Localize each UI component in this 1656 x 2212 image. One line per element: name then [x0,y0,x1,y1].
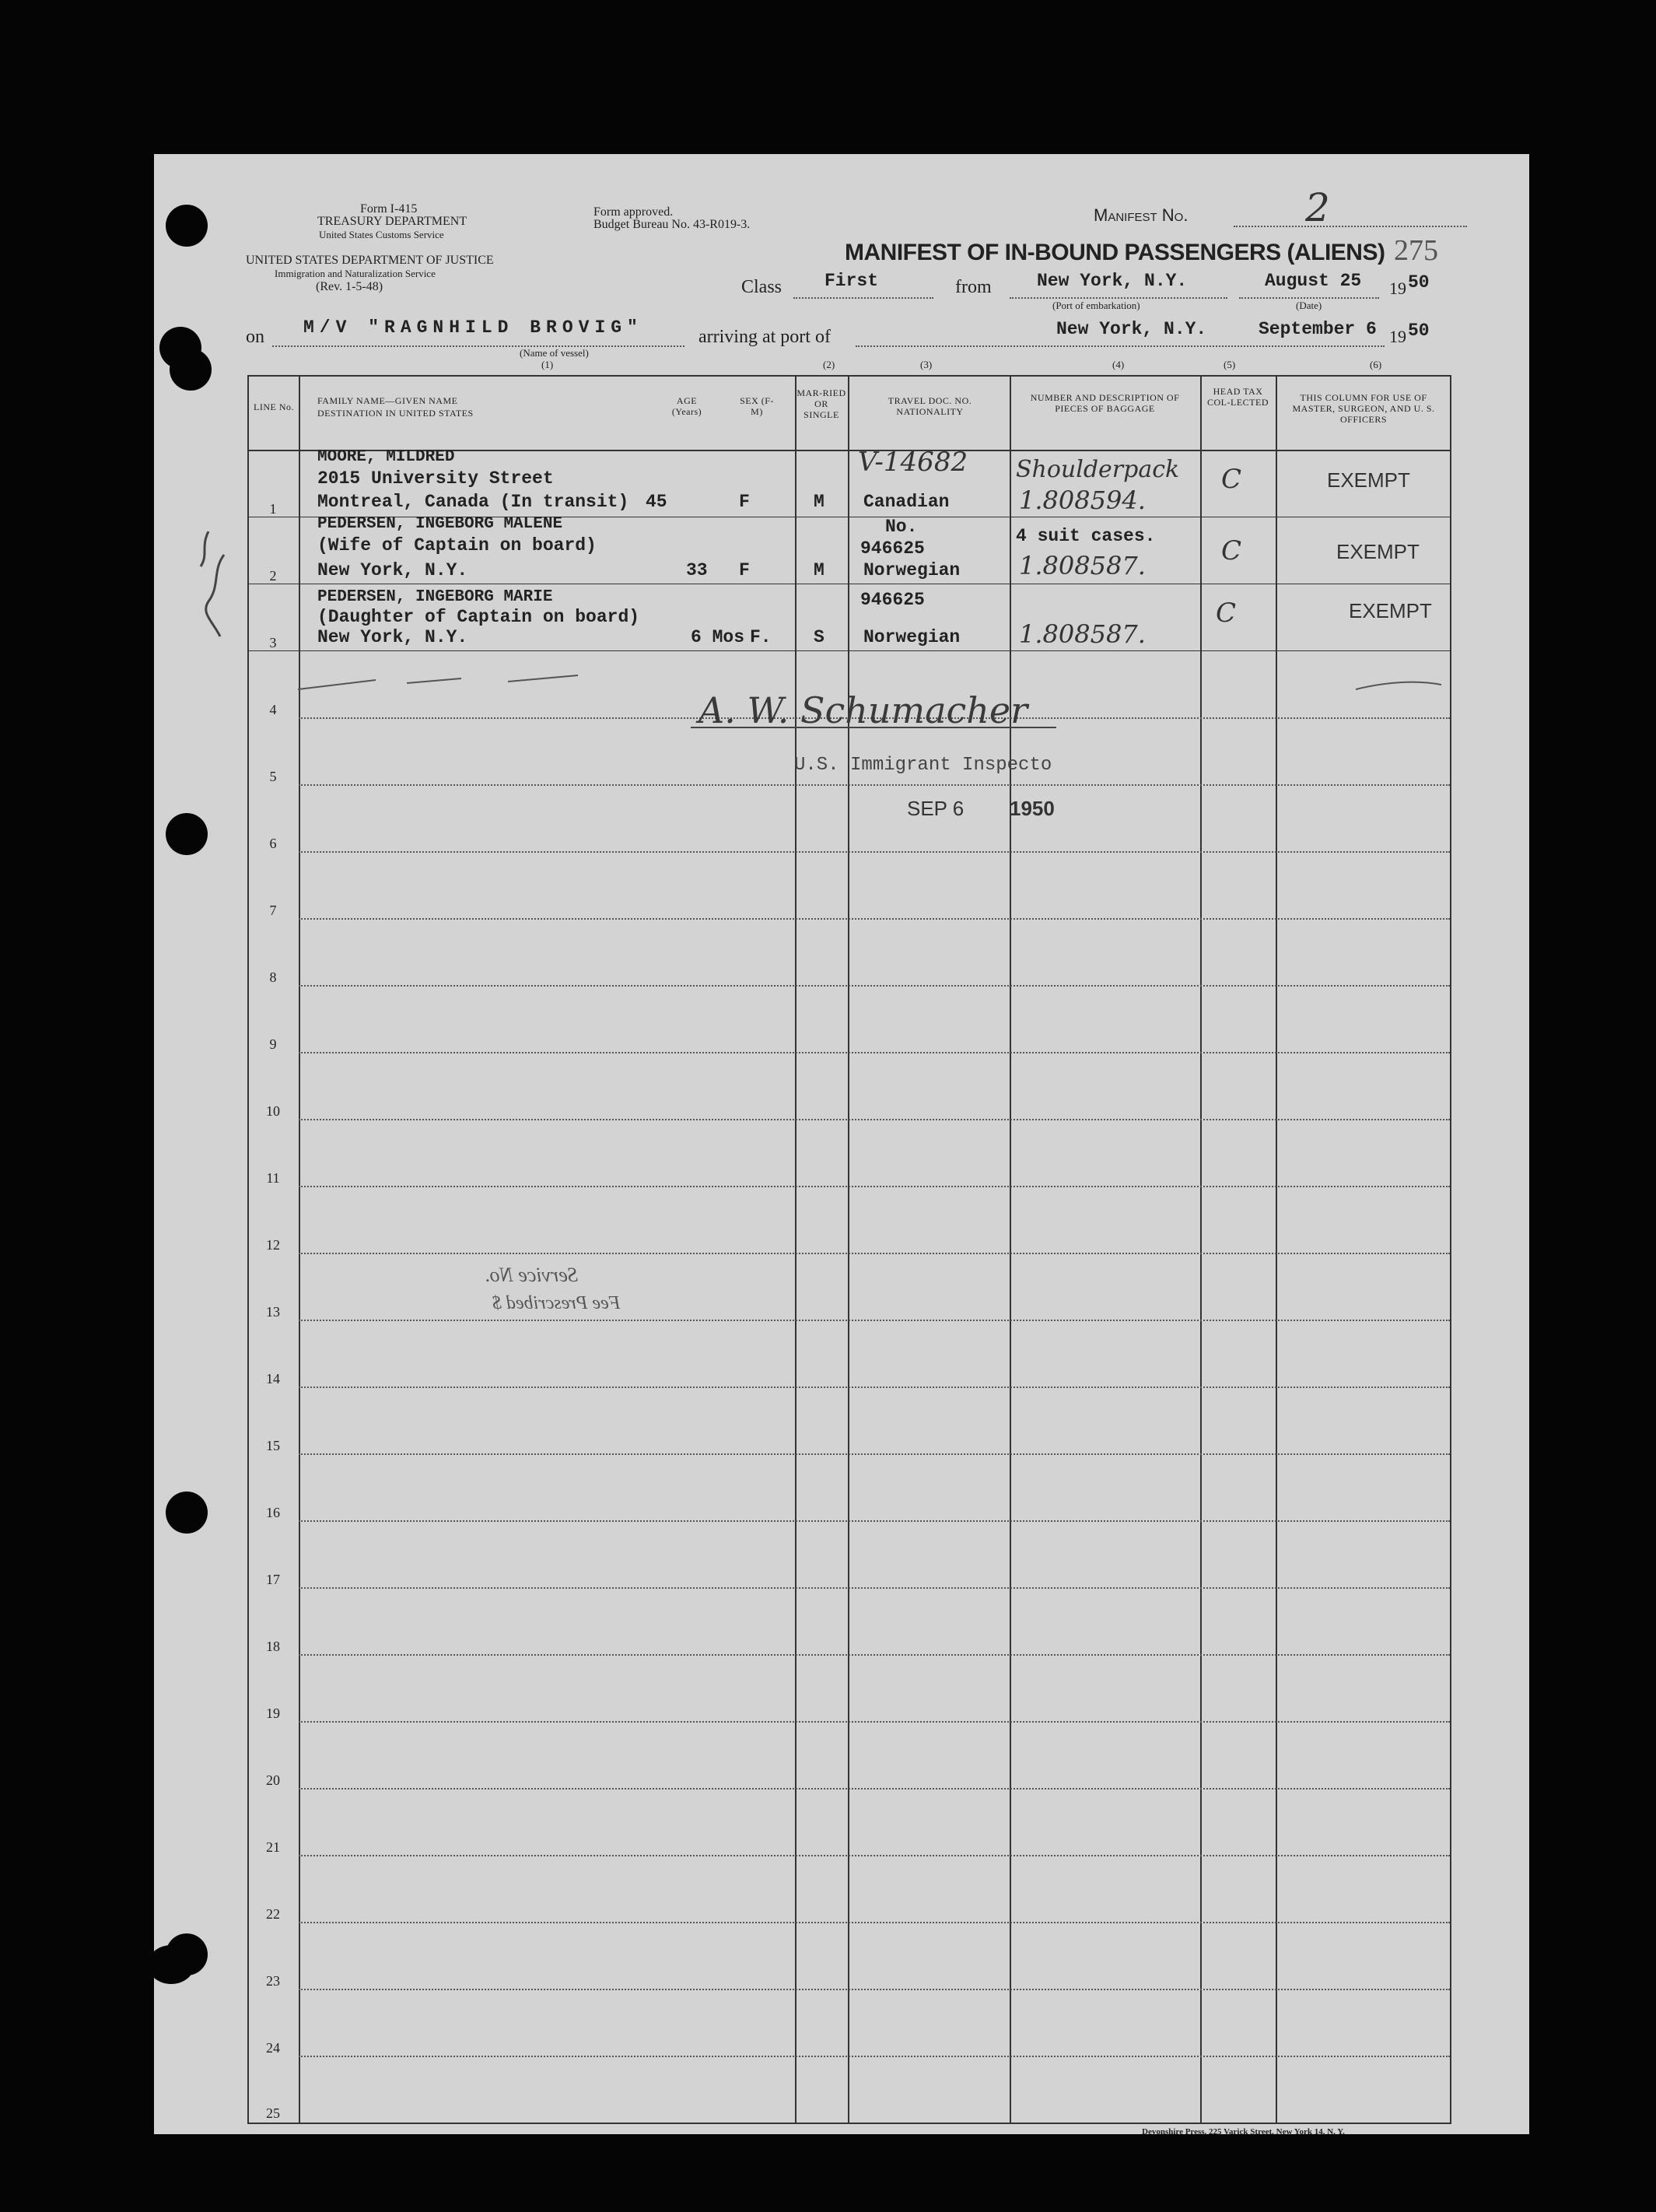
budget-bureau: Budget Bureau No. 43-R019-3. [593,218,751,231]
passenger-tax: C [1221,464,1242,495]
passenger-destination: New York, N.Y. [317,560,468,580]
class-label: Class [741,277,782,297]
col-num-5: (5) [1224,359,1236,370]
passenger-destination: Montreal, Canada (In transit) [317,492,629,512]
row-number: 5 [269,769,277,784]
row-number: 12 [266,1237,280,1253]
passenger-name: MOORE, MILDRED [317,448,455,466]
header-sex: SEX (F-M) [740,395,774,417]
year-prefix-2: 19 [1389,327,1406,346]
vessel-line [272,345,684,347]
embark-year: 50 [1408,272,1430,293]
passenger-doc: V-14682 [858,447,968,478]
form-id: Form I-415 [360,202,418,216]
ghost-fee: Fee Prescribed $ [492,1293,621,1313]
passenger-baggage-tag: 1.808587. [1019,551,1146,580]
passenger-age: 33 [686,560,708,580]
row-number: 6 [269,836,277,851]
justice-dept: UNITED STATES DEPARTMENT OF JUSTICE [246,254,494,267]
passenger-marital: S [814,627,824,647]
vessel-col-num: (1) [541,359,554,370]
passenger-status: EXEMPT [1349,599,1432,622]
col-num-2: (2) [823,359,835,370]
passenger-baggage-tag: 1.808594. [1019,486,1146,515]
passenger-sex: F [739,560,750,580]
passenger-marital: M [814,492,824,512]
passenger-tax: C [1216,598,1237,629]
passenger-doc: 946625 [860,590,925,610]
header-married: MAR-RIED OR SINGLE [796,387,846,420]
passenger-baggage: Shoulderpack [1016,456,1180,483]
row-number: 11 [266,1170,280,1186]
passenger-age: 45 [646,492,667,512]
row-number: 4 [269,702,277,717]
row-number: 25 [266,2105,280,2121]
passenger-marital: M [814,560,824,580]
passenger-name: PEDERSEN, INGEBORG MALENE [317,515,563,533]
manifest-page [154,154,1529,2137]
passenger-nationality: Norwegian [863,560,961,580]
passenger-tax: C [1221,535,1242,566]
manifest-number: 2 [1305,185,1330,230]
row-number: 10 [266,1103,280,1119]
class-value: First [824,271,879,291]
row-number: 22 [266,1906,280,1922]
row-number: 23 [266,1973,280,1989]
punch-hole [166,813,208,855]
row-number: 14 [266,1371,280,1386]
passenger-nationality: Canadian [863,492,950,512]
arrival-date: September 6 [1259,319,1377,339]
date-stamp-year: 1950 [1010,797,1055,820]
port-arrival: New York, N.Y. [1056,319,1207,339]
header-name: FAMILY NAME—GIVEN NAME [317,395,458,406]
passenger-doc-prefix: No. [885,517,918,537]
header-line: LINE No. [254,401,294,412]
row-number: 1 [269,501,277,517]
header-destination: DESTINATION IN UNITED STATES [317,408,474,419]
year-prefix-1: 19 [1389,279,1406,298]
embark-line [1010,297,1227,299]
page-number: 275 [1394,234,1438,267]
signature-underline [691,727,1056,728]
row-number: 19 [266,1705,280,1721]
col-num-6: (6) [1370,359,1382,370]
date-stamp-day: SEP 6 [907,797,965,820]
treasury-dept: TREASURY DEPARTMENT [317,215,467,228]
manifest-label: Manifest No. [1094,205,1189,225]
date-caption: (Date) [1296,300,1322,311]
passenger-doc: 946625 [860,538,925,559]
passenger-baggage-tag: 1.808587. [1019,619,1146,649]
header-age: AGE (Years) [671,395,702,417]
row-number: 7 [269,903,277,918]
arriving-label: arriving at port of [698,327,831,347]
punch-hole [166,205,208,247]
row-number: 2 [269,568,277,584]
customs-service: United States Customs Service [319,229,444,240]
form-revision: (Rev. 1-5-48) [316,280,383,293]
class-line [793,297,933,299]
passenger-destination: New York, N.Y. [317,627,468,647]
port-embarkation: New York, N.Y. [1037,271,1188,291]
arrival-year: 50 [1408,321,1430,341]
passenger-nationality: Norwegian [863,627,961,647]
punch-hole [166,1492,208,1534]
row-number: 9 [269,1036,277,1052]
on-label: on [246,327,264,347]
form-approved: Form approved. [593,205,674,219]
passenger-status: EXEMPT [1336,540,1420,563]
row-number: 3 [269,635,277,650]
punch-hole [148,1945,194,1984]
passenger-sex: F [739,492,750,512]
printer-credit: Devonshire Press, 225 Varick Street, New York 14, N. Y. [1142,2127,1345,2137]
passenger-address: (Wife of Captain on board) [317,535,597,556]
date-line [1239,297,1379,299]
ghost-service-no: Service No. [485,1264,578,1286]
passenger-address: 2015 University Street [317,468,554,489]
header-officers: THIS COLUMN FOR USE OF MASTER, SURGEON, AND U. S. OFFICERS [1292,392,1435,425]
inspector-stamp: U.S. Immigrant Inspecto [794,755,1052,776]
passenger-age: 6 Mos [691,627,745,647]
col-num-3: (3) [920,359,933,370]
passenger-baggage: 4 suit cases. [1016,526,1156,546]
row-number: 21 [266,1839,280,1855]
row-number: 13 [266,1304,280,1320]
manifest-line [1234,226,1467,227]
bracket-mark [177,531,247,640]
passenger-status: EXEMPT [1327,468,1410,492]
row-number: 18 [266,1639,280,1654]
col-num-4: (4) [1112,359,1125,370]
row-number: 16 [266,1505,280,1520]
header-tax: HEAD TAX COL-LECTED [1207,386,1269,408]
passenger-address: (Daughter of Captain on board) [317,607,640,627]
passenger-name: PEDERSEN, INGEBORG MARIE [317,588,553,606]
embark-date: August 25 [1265,271,1362,291]
port-embark-caption: (Port of embarkation) [1052,300,1140,311]
row-number: 24 [266,2040,280,2056]
row-number: 15 [266,1438,280,1453]
row-number: 8 [269,969,277,985]
punch-hole [170,349,212,391]
inspector-signature: A. W. Schumacher [698,689,1028,731]
arrival-line [856,345,1385,347]
page-title: MANIFEST OF IN-BOUND PASSENGERS (ALIENS) [845,240,1385,265]
row-number: 17 [266,1572,280,1587]
ins-service: Immigration and Naturalization Service [275,268,436,279]
from-label: from [955,277,992,297]
header-baggage: NUMBER AND DESCRIPTION OF PIECES OF BAGGAGE [1030,392,1180,414]
row-number: 20 [266,1772,280,1788]
vessel-name: M/V "RAGNHILD BROVIG" [303,317,643,338]
header-travel: TRAVEL DOC. NO. NATIONALITY [888,395,972,417]
passenger-sex: F. [750,627,772,647]
vessel-caption: (Name of vessel) [520,347,589,359]
